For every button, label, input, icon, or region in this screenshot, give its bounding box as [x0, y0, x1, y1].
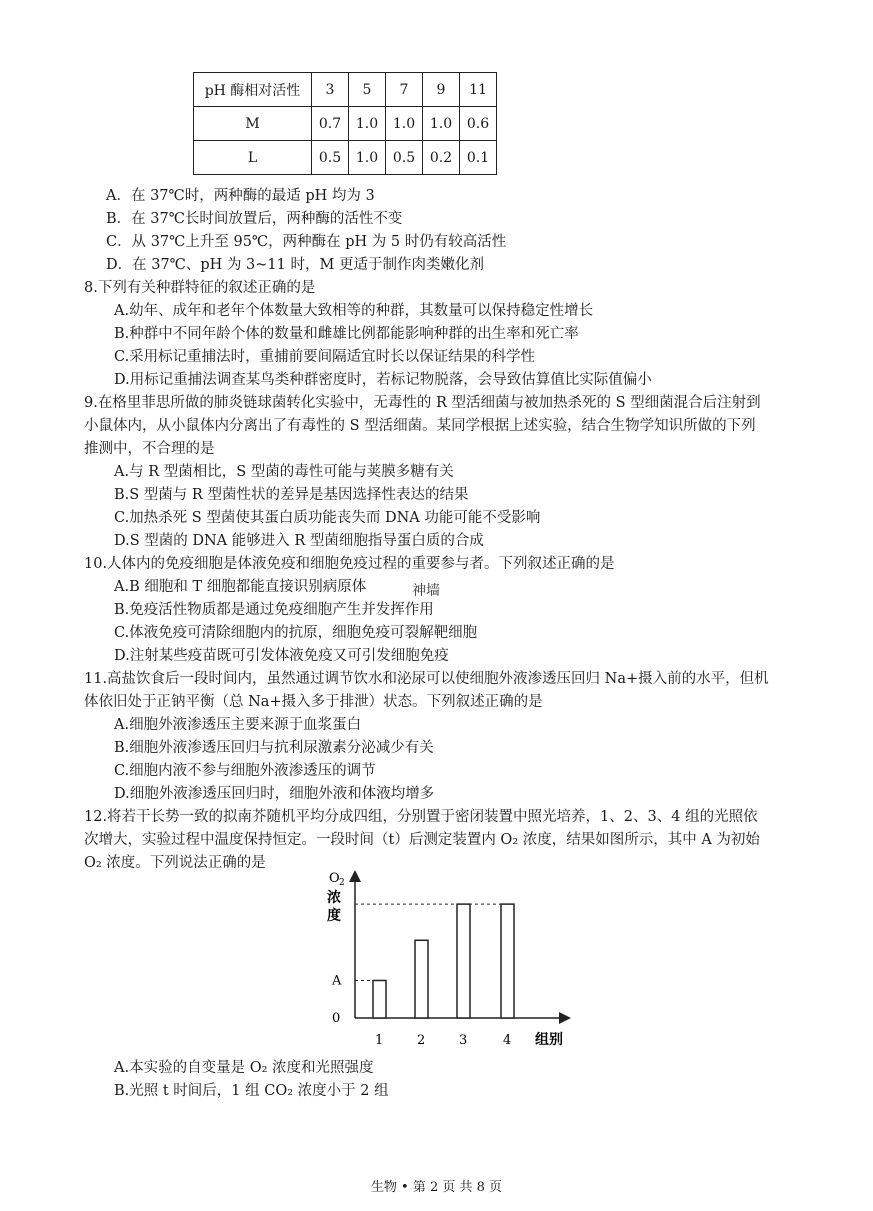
y-tick-zero: 0: [332, 1011, 341, 1026]
table-cell: 0.7: [312, 107, 349, 141]
ph-cell: 3: [312, 73, 349, 107]
ph-cell: 5: [349, 73, 386, 107]
q11-option-c: C.细胞内液不参与细胞外液渗透压的调节: [114, 763, 376, 779]
q10-stem: 10.人体内的免疫细胞是体液免疫和细胞免疫过程的重要参与者。下列叙述正确的是: [84, 556, 615, 572]
q7-option-b: B．在 37℃长时间放置后，两种酶的活性不变: [106, 211, 403, 227]
enzyme-activity-table: [193, 72, 497, 175]
table-header-cell: pH 酶相对活性: [194, 73, 312, 107]
y-axis-label-sub: 2: [339, 878, 345, 888]
ph-cell: 9: [423, 73, 460, 107]
handwritten-note: 神墙: [412, 583, 440, 599]
q8-option-d: D.用标记重捕法调查某鸟类种群密度时，若标记物脱落，会导致估算值比实际值偏小: [114, 372, 652, 388]
table-cell: 0.5: [312, 141, 349, 175]
y-axis-label-char: 度: [327, 908, 341, 924]
table-cell: 1.0: [386, 107, 423, 141]
page-footer: 生物 • 第 2 页 共 8 页: [370, 1180, 503, 1195]
q7-option-a: A．在 37℃时，两种酶的最适 pH 均为 3: [106, 188, 375, 204]
q10-option-c: C.体液免疫可清除细胞内的抗原，细胞免疫可裂解靶细胞: [114, 625, 478, 641]
q11-option-a: A.细胞外液渗透压主要来源于血浆蛋白: [114, 717, 362, 733]
q9-stem-cont: 小鼠体内，从小鼠体内分离出了有毒性的 S 型活细菌。某同学根据上述实验，结合生物学知识所做的下列: [84, 418, 756, 434]
row-label: L: [194, 141, 312, 175]
q10-option-a: A.B 细胞和 T 细胞都能直接识别病原体: [114, 579, 367, 595]
table-row: [194, 141, 497, 175]
q8-stem: 8.下列有关种群特征的叙述正确的是: [84, 280, 316, 296]
q8-option-b: B.种群中不同年龄个体的数量和雌雄比例都能影响种群的出生率和死亡率: [114, 326, 579, 342]
x-tick-label: 3: [459, 1033, 468, 1048]
q9-stem-cont: 推测中，不合理的是: [84, 441, 215, 457]
q9-option-c: C.加热杀死 S 型菌使其蛋白质功能丧失而 DNA 功能可能不受影响: [114, 510, 541, 526]
bar-group-2: [415, 940, 428, 1018]
q12-stem: 12.将若干长势一致的拟南芥随机平均分成四组，分别置于密闭装置中照光培养，1、2、3、4 组的光照依: [84, 809, 758, 825]
row-label: M: [194, 107, 312, 141]
q9-option-a: A.与 R 型菌相比，S 型菌的毒性可能与荚膜多糖有关: [114, 464, 454, 480]
bar-group-1: [373, 980, 386, 1018]
x-tick-label: 2: [417, 1033, 426, 1048]
bars-group: [373, 904, 514, 1048]
q12-stem-cont: 次增大，实验过程中温度保持恒定。一段时间（t）后测定装置内 O₂ 浓度，结果如图所示，其中 A 为初始: [84, 832, 760, 848]
q7-option-d: D．在 37℃、pH 为 3~11 时，M 更适于制作肉类嫩化剂: [106, 257, 484, 273]
x-tick-label: 1: [375, 1033, 384, 1048]
q8-option-a: A.幼年、成年和老年个体数量大致相等的种群，其数量可以保持稳定性增长: [114, 303, 594, 319]
table-cell: 0.5: [386, 141, 423, 175]
q11-stem-cont: 体依旧处于正钠平衡（总 Na+摄入多于排泄）状态。下列叙述正确的是: [84, 694, 543, 710]
o2-concentration-chart: [315, 862, 575, 1052]
q9-option-b: B.S 型菌与 R 型菌性状的差异是基因选择性表达的结果: [114, 487, 469, 503]
table-cell: 0.1: [460, 141, 497, 175]
ph-cell: 7: [386, 73, 423, 107]
table-cell: 1.0: [349, 107, 386, 141]
q11-option-b: B.细胞外液渗透压回归与抗利尿激素分泌减少有关: [114, 740, 434, 756]
table-cell: 1.0: [423, 107, 460, 141]
x-tick-label: 4: [503, 1033, 512, 1048]
bar-group-4: [501, 904, 514, 1018]
table-cell: 0.2: [423, 141, 460, 175]
q12-option-a: A.本实验的自变量是 O₂ 浓度和光照强度: [114, 1060, 374, 1076]
q8-option-c: C.采用标记重捕法时，重捕前要间隔适宜时长以保证结果的科学性: [114, 349, 536, 365]
table-header-row: [194, 73, 497, 107]
table-row: [194, 107, 497, 141]
y-axis-label-char: 浓: [327, 890, 341, 906]
x-axis-label: 组别: [535, 1032, 563, 1048]
q10-option-b: B.免疫活性物质都是通过免疫细胞产生并发挥作用: [114, 602, 434, 618]
q12-option-b: B.光照 t 时间后，1 组 CO₂ 浓度小于 2 组: [114, 1083, 389, 1099]
q9-option-d: D.S 型菌的 DNA 能够进入 R 型菌细胞指导蛋白质的合成: [114, 533, 484, 549]
q11-stem: 11.高盐饮食后一段时间内，虽然通过调节饮水和泌尿可以使细胞外液渗透压回归 Na+摄入前的水平，但机: [84, 671, 769, 687]
y-axis-label-o2: O: [329, 871, 340, 886]
table-cell: 1.0: [349, 141, 386, 175]
bar-group-3: [457, 904, 470, 1018]
table-cell: 0.6: [460, 107, 497, 141]
q9-stem: 9.在格里菲思所做的肺炎链球菌转化实验中，无毒性的 R 型活细菌与被加热杀死的 S 型细菌混合后注射到: [84, 395, 761, 411]
q7-option-c: C．从 37℃上升至 95℃，两种酶在 pH 为 5 时仍有较高活性: [106, 234, 507, 250]
y-tick-a: A: [332, 973, 342, 989]
q12-stem-cont: O₂ 浓度。下列说法正确的是: [84, 855, 266, 871]
q11-option-d: D.细胞外液渗透压回归时，细胞外液和体液均增多: [114, 786, 435, 802]
q10-option-d: D.注射某些疫苗既可引发体液免疫又可引发细胞免疫: [114, 648, 449, 664]
ph-cell: 11: [460, 73, 497, 107]
